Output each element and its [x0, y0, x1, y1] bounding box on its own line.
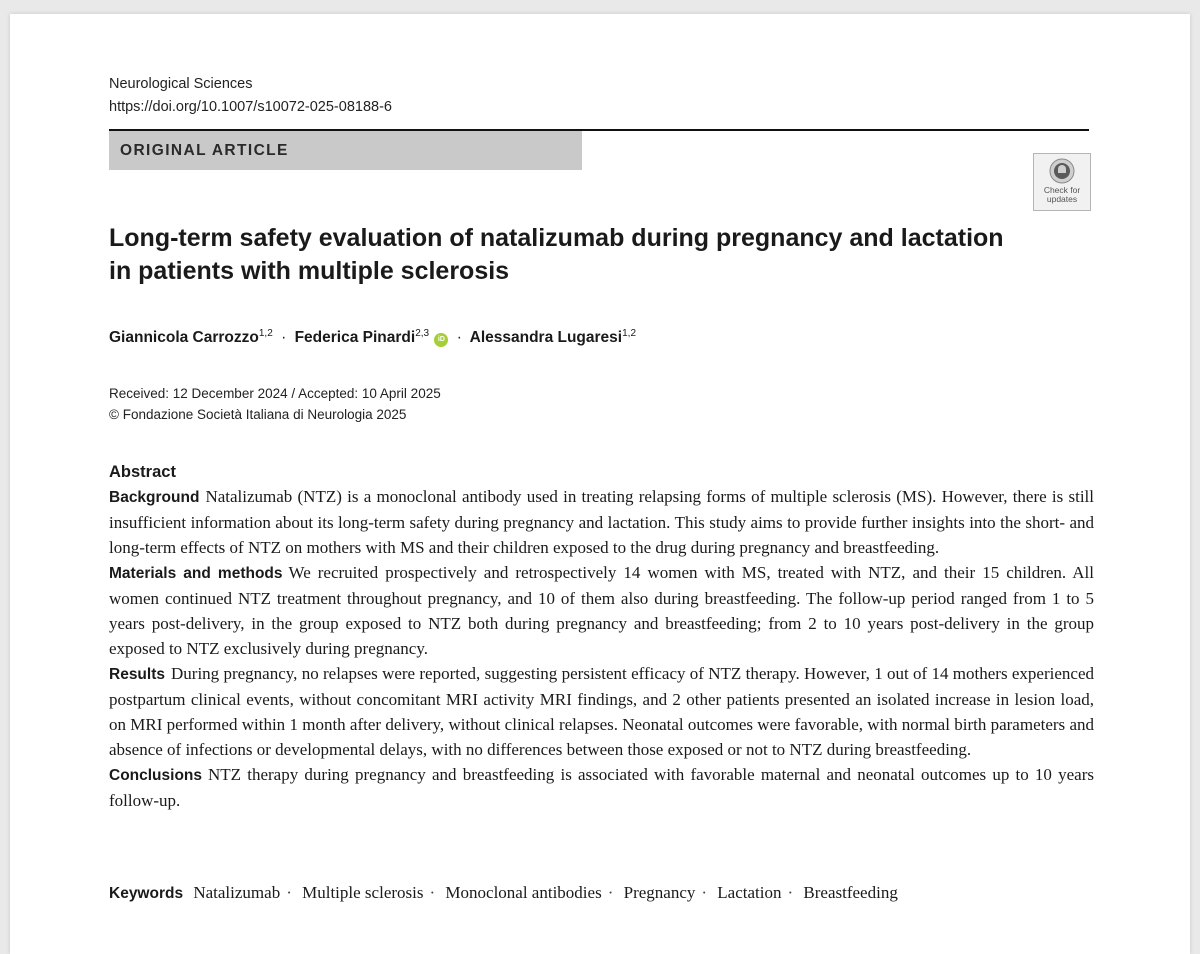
abstract-background: [109, 484, 1094, 560]
article-type-label: ORIGINAL ARTICLE: [120, 142, 289, 159]
abstract-results: [109, 661, 1094, 762]
author-separator: ·: [456, 329, 462, 347]
check-updates-label: Check for updates: [1043, 185, 1081, 204]
journal-name: Neurological Sciences: [109, 76, 253, 92]
keyword-separator: ·: [701, 883, 708, 902]
keyword[interactable]: Breastfeeding: [803, 883, 898, 902]
author-name[interactable]: Giannicola Carrozzo: [109, 329, 259, 347]
keyword-separator: ·: [607, 883, 614, 902]
article-type-banner: [109, 131, 582, 170]
keyword[interactable]: Natalizumab: [193, 883, 281, 902]
author-affiliation: 2,3: [415, 328, 430, 339]
article-title: Long-term safety evaluation of natalizumab during pregnancy and lactation in patients with multiple sclerosis: [109, 224, 1004, 285]
article-page: [10, 14, 1190, 954]
keywords-heading: Keywords: [109, 885, 184, 902]
received-dates: Received: 12 December 2024 / Accepted: 10 April 2025: [109, 386, 441, 401]
abstract-methods: [109, 560, 1094, 661]
orcid-icon[interactable]: iD: [434, 333, 448, 347]
section-head: Materials and methods: [109, 565, 283, 582]
keywords-line: [109, 883, 898, 903]
author-affiliation: 1,2: [258, 328, 273, 339]
section-text: During pregnancy, no relapses were reported, suggesting persistent efficacy of NTZ therapy. However, 1 out of 14 mothers experienced postpartum clinical events, without concomitant MRI activity MRI findings, and 2 other patients presented an isolated increase in lesion load, on MRI performed within 1 month after delivery, without clinical relapses. Neonatal outcomes were favorable, with normal birth parameters and absence of infections or developmental delays, with no differences between those exposed or not to NTZ during breastfeeding.: [109, 664, 1094, 759]
check-updates-icon: [1049, 158, 1075, 184]
keyword-separator: ·: [429, 883, 436, 902]
keyword[interactable]: Multiple sclerosis: [302, 883, 424, 902]
author-affiliation: 1,2: [622, 328, 637, 339]
author-name[interactable]: Alessandra Lugaresi: [469, 329, 623, 347]
section-text: Natalizumab (NTZ) is a monoclonal antibody used in treating relapsing forms of multiple sclerosis (MS). However, there is still insufficient information about its long-term safety during pregnancy and lactation. This study aims to provide further insights into the short- and long-term effects of NTZ on mothers with MS and their children exposed to the drug during pregnancy and breastfeeding.: [109, 487, 1094, 557]
doi-link[interactable]: https://doi.org/10.1007/s10072-025-08188-6: [109, 99, 392, 115]
keyword[interactable]: Lactation: [717, 883, 782, 902]
author-list: [109, 328, 636, 347]
keyword[interactable]: Monoclonal antibodies: [445, 883, 602, 902]
section-head: Conclusions: [109, 767, 203, 784]
author-separator: ·: [281, 329, 287, 347]
abstract-heading: Abstract: [109, 463, 176, 481]
section-head: Background: [109, 489, 200, 506]
section-head: Results: [109, 666, 165, 683]
keyword-separator: ·: [787, 883, 794, 902]
author-name[interactable]: Federica Pinardi: [294, 329, 416, 347]
abstract-conclusions: [109, 762, 1094, 813]
keyword-separator: ·: [286, 883, 292, 902]
keyword[interactable]: Pregnancy: [623, 883, 696, 902]
abstract-section: [109, 463, 1094, 813]
section-text: NTZ therapy during pregnancy and breastfeeding is associated with favorable maternal and neonatal outcomes up to 10 years follow-up.: [109, 765, 1094, 810]
copyright-notice: © Fondazione Società Italiana di Neurologia 2025: [109, 407, 407, 422]
section-text: We recruited prospectively and retrospectively 14 women with MS, treated with NTZ, and their 15 children. All women continued NTZ treatment throughout pregnancy, and 10 of them also during breastfeeding. The follow-up period ranged from 1 to 5 years post-delivery, in the group exposed to NTZ both during pregnancy and breastfeeding; from 2 to 10 years post-delivery in the group exposed to NTZ exclusively during pregnancy.: [109, 563, 1094, 658]
check-for-updates-button[interactable]: [1033, 153, 1091, 211]
